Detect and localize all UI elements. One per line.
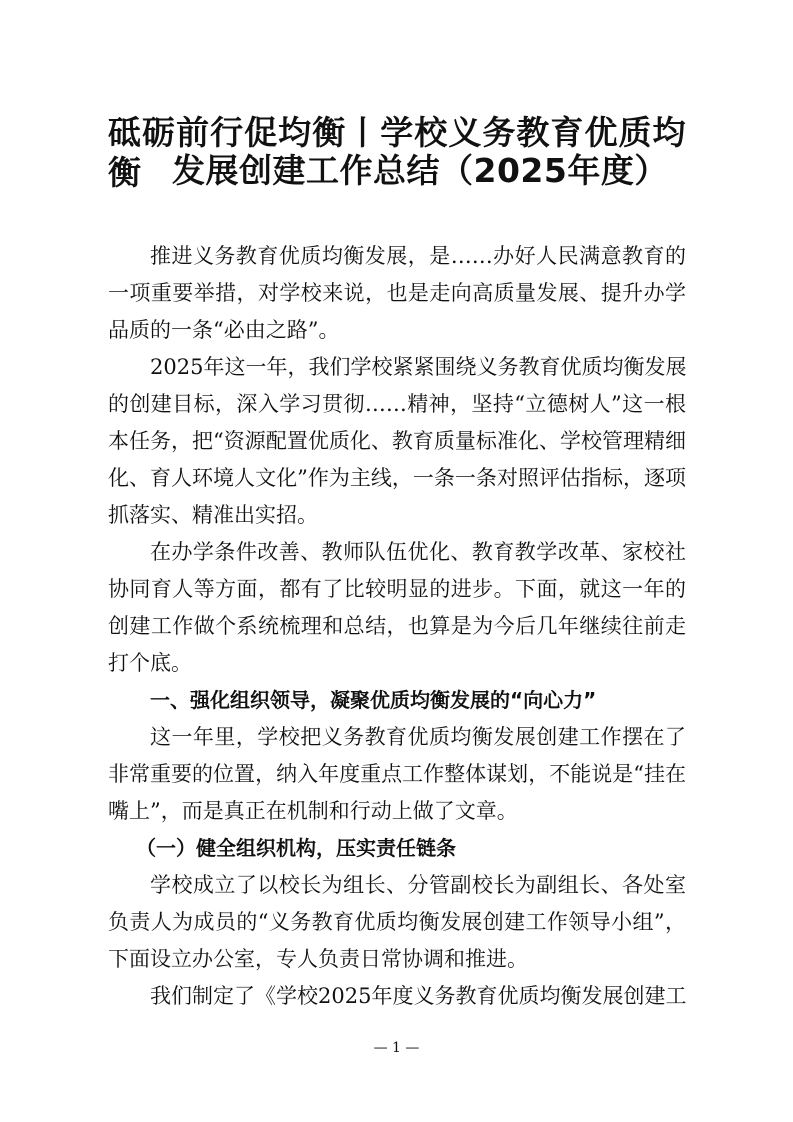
paragraph-line: 创建工作做个系统梳理和总结，也算是为今后几年继续往前走 (108, 614, 686, 638)
document-title-line-2: 发展创建工作总结（2025年度） (172, 151, 668, 190)
paragraph-line: 嘴上”，而是真正在机制和行动上做了文章。 (108, 799, 518, 823)
document-body (108, 238, 686, 1015)
paragraph-line: 非常重要的位置，纳入年度重点工作整体谋划，不能说是“挂在 (108, 762, 686, 786)
paragraph-line: 化、育人环境人文化”作为主线，一条一条对照评估指标，逐项 (108, 466, 686, 490)
paragraph-line: 推进义务教育优质均衡发展，是……办好人民满意教育的 (150, 244, 686, 268)
paragraph-line: 的创建目标，深入学习贯彻……精神，坚持“立德树人”这一根 (108, 392, 686, 416)
document-title-line-1: 砥砺前行促均衡丨学校义务教育优质均衡 (108, 113, 686, 192)
paragraph-line: 一项重要举措，对学校来说，也是走向高质量发展、提升办学 (108, 281, 686, 305)
paragraph-line: 学校成立了以校长为组长、分管副校长为副组长、各处室 (150, 873, 686, 897)
section-heading: 一、强化组织领导，凝聚优质均衡发展的“向心力” (150, 688, 597, 712)
paragraph-line: 在办学条件改善、教师队伍优化、教育教学改革、家校社 (150, 540, 686, 564)
paragraph-line: 品质的一条“必由之路”。 (108, 318, 340, 342)
paragraph-line: 我们制定了《学校2025年度义务教育优质均衡发展创建工 (150, 984, 687, 1008)
paragraph-line: 协同育人等方面，都有了比较明显的进步。下面，就这一年的 (108, 577, 686, 601)
paragraph-line: 这一年里，学校把义务教育优质均衡发展创建工作摆在了 (150, 725, 686, 749)
paragraph-line: 负责人为成员的“义务教育优质均衡发展创建工作领导小组”， (108, 910, 686, 934)
paragraph-line: 2025年这一年，我们学校紧紧围绕义务教育优质均衡发展 (150, 355, 687, 379)
paragraph-line: 抓落实、精准出实招。 (108, 503, 318, 527)
paragraph-line: 下面设立办公室，专人负责日常协调和推进。 (108, 947, 528, 971)
paragraph-line: 打个底。 (108, 651, 192, 675)
paragraph-line: 本任务，把“资源配置优质化、教育质量标准化、学校管理精细 (108, 429, 686, 453)
subsection-heading: （一）健全组织机构，压实责任链条 (136, 836, 456, 860)
page-number: — 1 — (373, 1040, 420, 1056)
